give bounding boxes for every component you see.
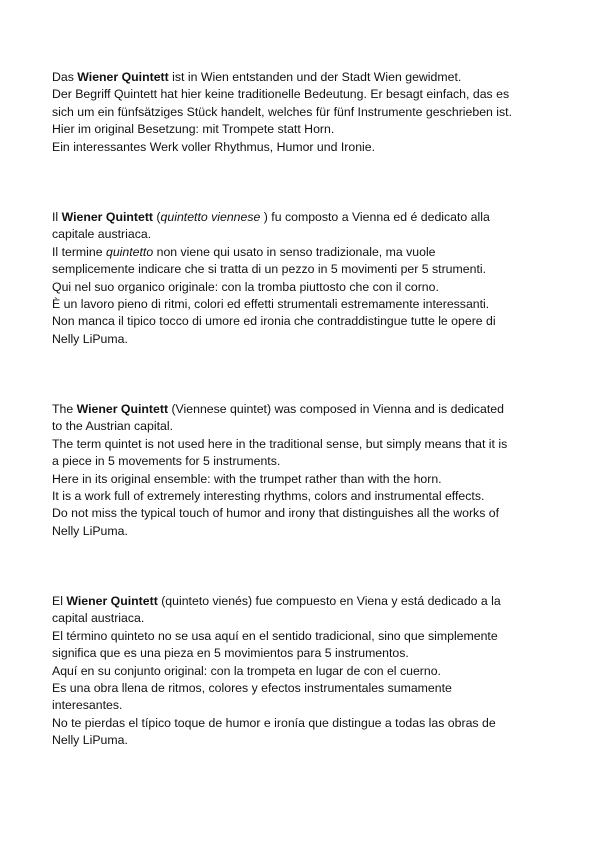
german-paragraph [52, 69, 552, 156]
text-line: Nelly LiPuma. [52, 331, 128, 346]
text-line: Nelly LiPuma. [52, 733, 128, 748]
work-title: Wiener Quintett [66, 594, 158, 608]
text-line: Here in its original ensemble: with the trumpet rather than with the horn. [52, 471, 442, 486]
text-line: Aquí en su conjunto original: con la trompeta en lugar de con el cuerno. [52, 663, 441, 678]
text-line: sich um ein fünfsätziges Stück handelt, welches für fünf Instrumente geschrieben ist. [52, 104, 513, 119]
text-line: Non manca il tipico tocco di umore ed ironia che contraddistingue tutte le opere di [52, 314, 496, 329]
english-paragraph [52, 401, 552, 540]
text-line: to the Austrian capital. [52, 419, 173, 434]
work-title: Wiener Quintett [61, 210, 154, 224]
text-line: significa que es una pieza en 5 movimientos para 5 instrumentos. [52, 646, 409, 661]
work-title: Wiener Quintett [77, 70, 169, 84]
text-line: interesantes. [52, 698, 123, 713]
text-line: capital austriaca. [52, 611, 145, 626]
text-line: It is a work full of extremely interesting rhythms, colors and instrumental effects. [52, 489, 485, 504]
work-title: Wiener Quintett [76, 402, 169, 416]
italian-paragraph [52, 209, 552, 348]
text-line: capitale austriaca. [52, 227, 152, 242]
text-line: È un lavoro pieno di ritmi, colori ed effetti strumentali estremamente interessanti. [52, 297, 490, 312]
text-line: Nelly LiPuma. [52, 523, 128, 538]
text-line: Qui nel suo organico originale: con la tromba piuttosto che con il corno. [52, 279, 439, 294]
text-line: Es una obra llena de ritmos, colores y efectos instrumentales sumamente [52, 681, 452, 696]
text-line: El Wiener Quintett (quinteto vienés) fue compuesto en Viena y está dedicado a la [52, 594, 501, 608]
text-line: Der Begriff Quintett hat hier keine traditionelle Bedeutung. Er besagt einfach, das es [52, 87, 510, 102]
text-line: Il Wiener Quintett (quintetto viennese ) fu composto a Vienna ed é dedicato alla [52, 210, 490, 224]
text-line: The term quintet is not used here in the traditional sense, but simply means that it is [52, 436, 508, 451]
text-line: El término quinteto no se usa aquí en el sentido tradicional, sino que simplemente [52, 628, 498, 643]
text-line: No te pierdas el típico toque de humor e ironía que distingue a todas las obras de [52, 715, 496, 730]
text-line: Il termine quintetto non viene qui usato in senso tradizionale, ma vuole [52, 244, 436, 259]
spanish-paragraph [52, 593, 552, 750]
text-line: semplicemente indicare che si tratta di un pezzo in 5 movimenti per 5 strumenti. [52, 262, 487, 277]
text-line: Ein interessantes Werk voller Rhythmus, Humor und Ironie. [52, 139, 376, 154]
text-line: Hier im original Besetzung: mit Trompete statt Horn. [52, 122, 335, 137]
text-line: a piece in 5 movements for 5 instruments. [52, 454, 281, 469]
text-line: The Wiener Quintett (Viennese quintet) was composed in Vienna and is dedicated [52, 402, 504, 416]
text-line: Das Wiener Quintett ist in Wien entstanden und der Stadt Wien gewidmet. [52, 70, 462, 84]
text-line: Do not miss the typical touch of humor and irony that distinguishes all the works of [52, 506, 500, 521]
